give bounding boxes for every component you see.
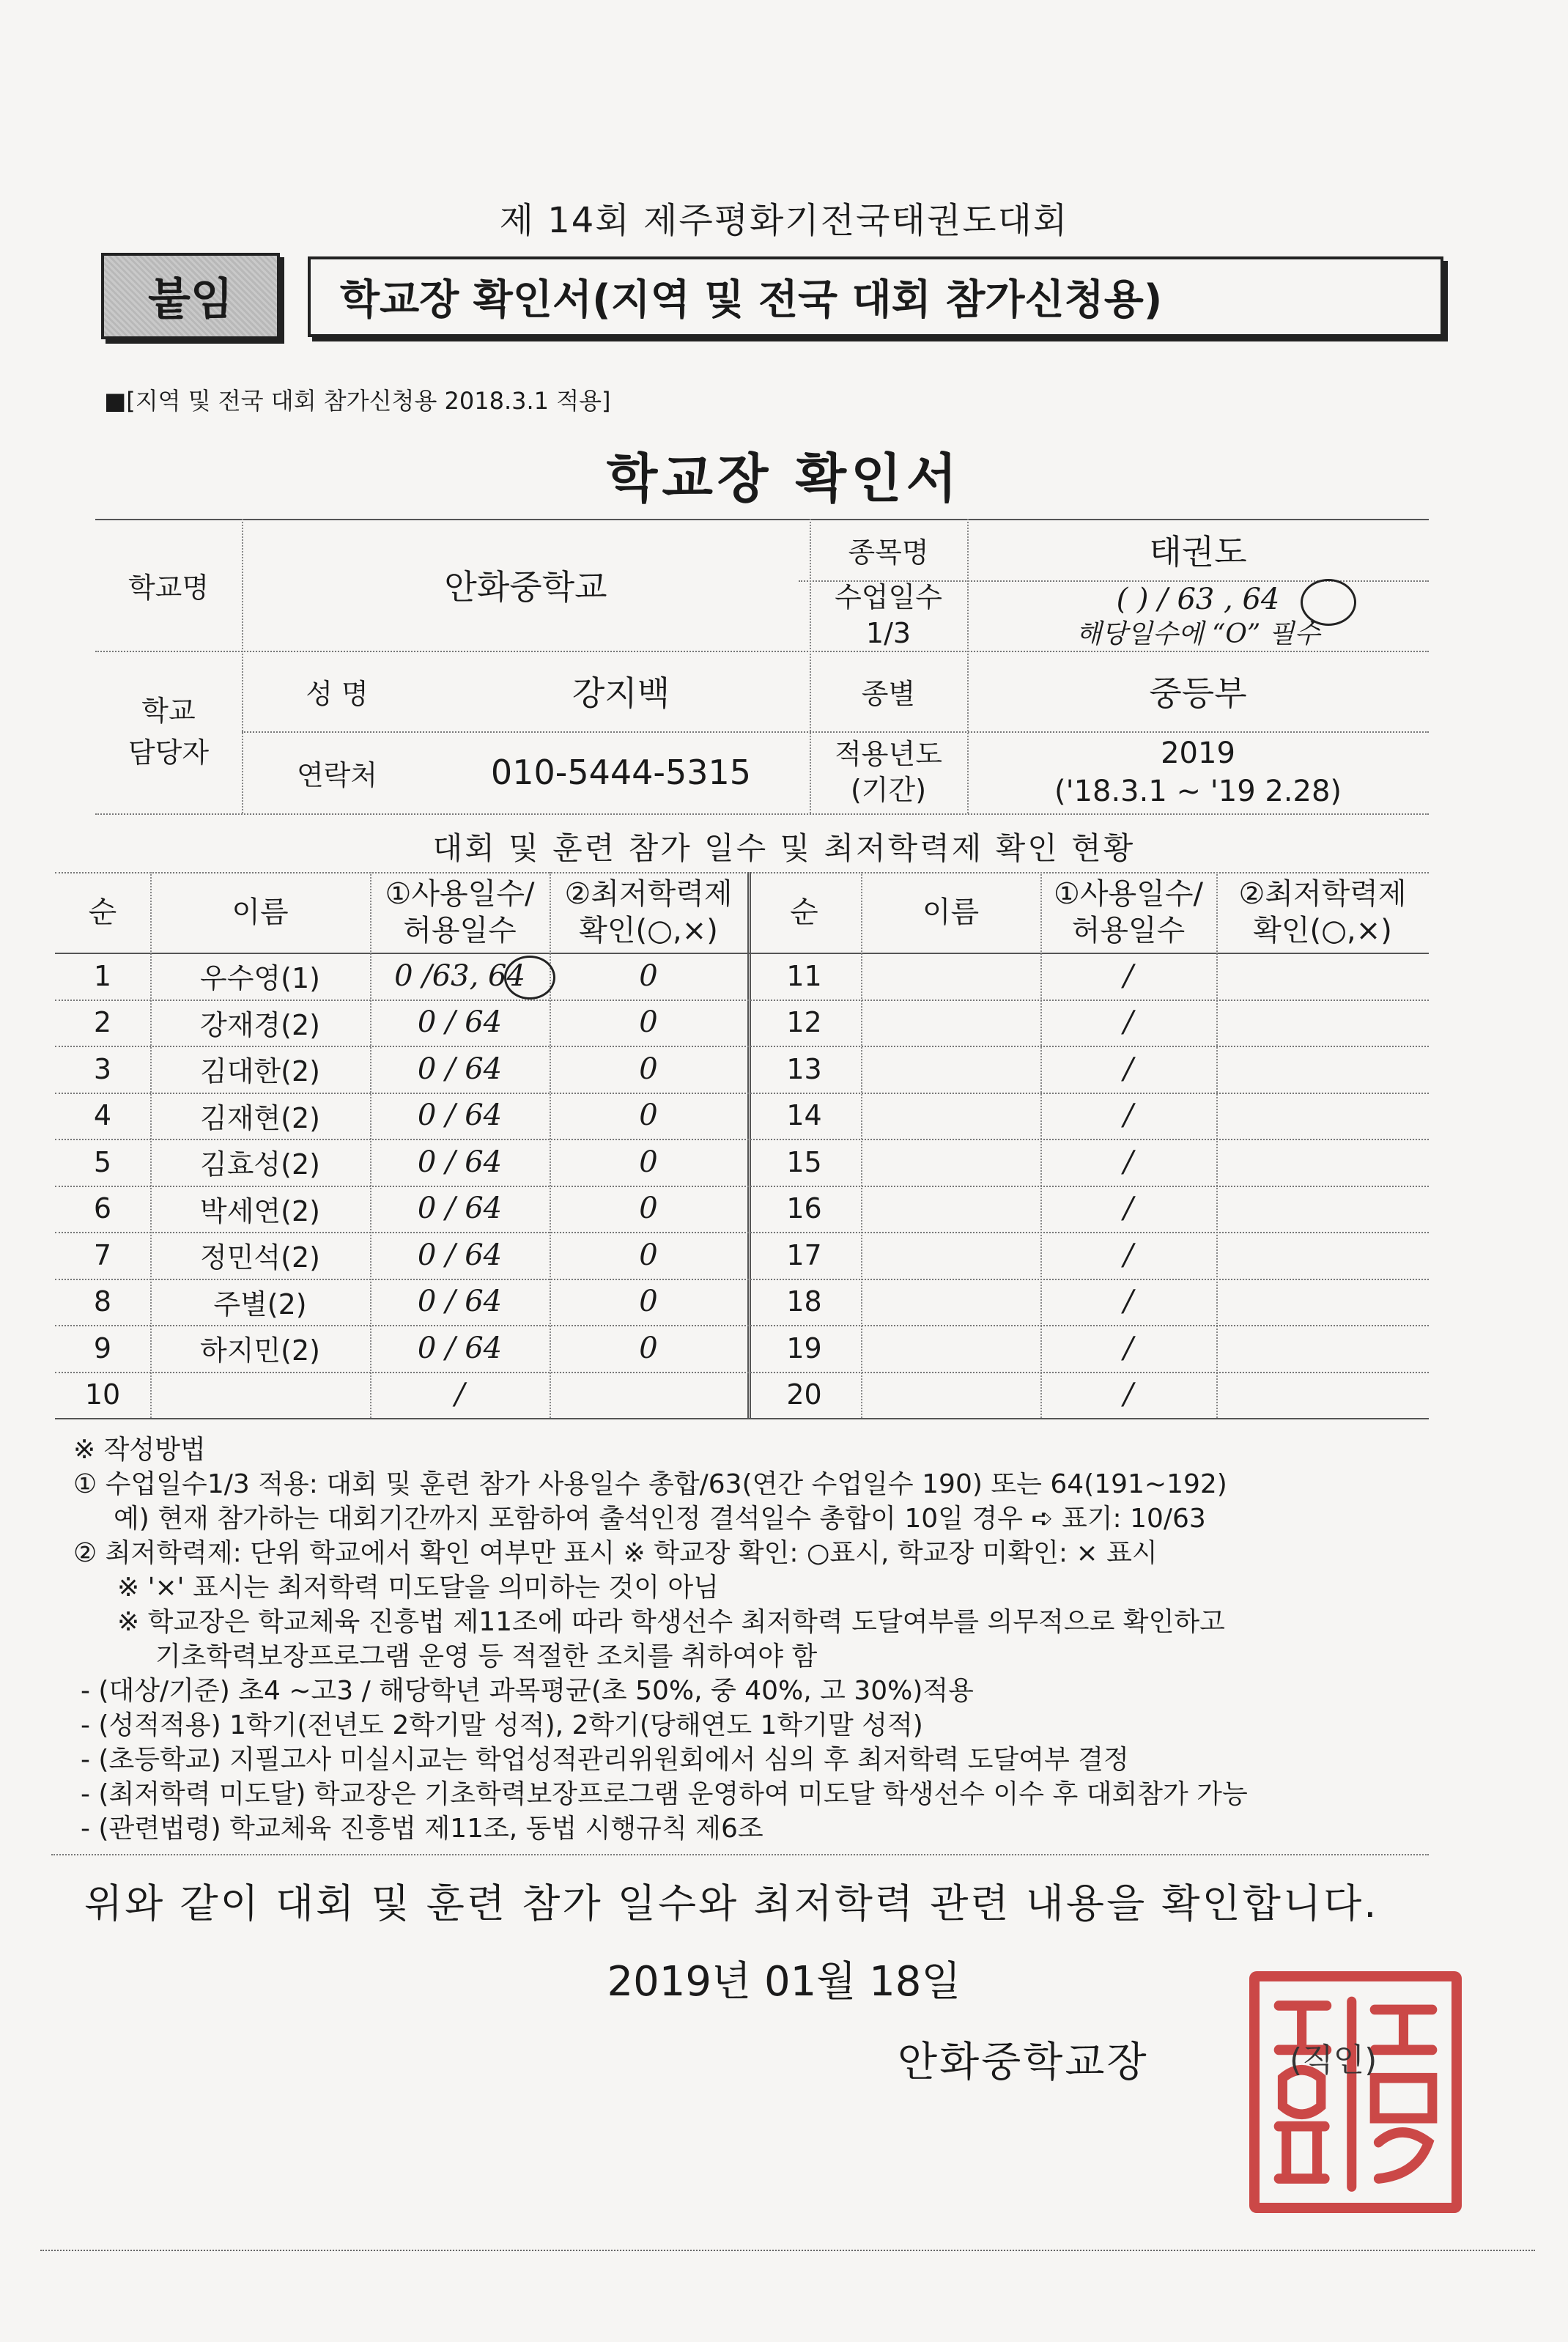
- col-header-no: 순: [88, 895, 117, 929]
- class-days-label: [810, 580, 967, 651]
- school-name-value: 안화중학교: [444, 567, 607, 607]
- row-number: 8: [93, 1285, 112, 1318]
- participant-name: 하지민(2): [200, 1334, 320, 1367]
- min-grade-check: [1216, 1093, 1429, 1139]
- min-grade-check: [1216, 1186, 1429, 1233]
- col-header-name: 이름: [232, 895, 289, 929]
- days-used: 0 / 64: [417, 1331, 503, 1365]
- form-title-text: 학교장 확인서(지역 및 전국 대회 참가신청용): [340, 276, 1163, 324]
- seal-label: (직인): [1290, 2042, 1377, 2079]
- participant-name: [861, 1000, 1040, 1046]
- row-number: 7: [93, 1238, 112, 1271]
- row-number: 18: [786, 1285, 822, 1318]
- note-item: - (대상/기준) 초4 ~고3 / 해당학년 과목평균(초 50%, 중 40%, 고 30%)적용: [81, 1676, 974, 1706]
- days-used: 0 / 64: [417, 1285, 503, 1319]
- note-item: ※ '×' 표시는 최저학력 미도달을 의미하는 것이 아님: [117, 1573, 719, 1603]
- participant-name: 김효성(2): [200, 1148, 320, 1181]
- days-used: /: [1123, 1192, 1134, 1226]
- document-title: 학교장 확인서: [606, 448, 962, 509]
- participant-name: [861, 1279, 1040, 1326]
- days-used: /: [1123, 1238, 1134, 1272]
- row-number: 5: [93, 1145, 112, 1178]
- days-used: 0 / 64: [417, 1145, 503, 1179]
- category-label: 종별: [861, 677, 916, 710]
- min-grade-check: [1216, 1279, 1429, 1326]
- phone-value: 010-5444-5315: [490, 753, 752, 792]
- participant-name: 우수영(1): [200, 962, 320, 995]
- days-used: /: [1123, 1285, 1134, 1319]
- participant-name: [861, 1325, 1040, 1372]
- row-number: 3: [93, 1052, 112, 1085]
- note-item: - (성적적용) 1학기(전년도 2학기말 성적), 2학기(당해연도 1학기말 성적): [81, 1710, 923, 1740]
- participant-name: [861, 1139, 1040, 1186]
- min-grade-check: 0: [639, 1192, 658, 1226]
- days-used: /: [1123, 958, 1134, 993]
- row-number: 19: [786, 1331, 822, 1364]
- participants-section-title: 대회 및 훈련 참가 일수 및 최저학력제 확인 현황: [432, 830, 1136, 866]
- row-number: 16: [786, 1192, 822, 1225]
- note-item: ① 수업일수1/3 적용: 대회 및 훈련 참가 사용일수 총합/63(연간 수업일수 190) 또는 64(191~192): [73, 1469, 1227, 1499]
- days-used: /: [1123, 1378, 1134, 1412]
- participant-name: 김재현(2): [200, 1101, 320, 1134]
- col-header-name-2: 이름: [922, 895, 980, 929]
- row-number: 10: [84, 1378, 121, 1411]
- min-grade-check: 0: [639, 1005, 658, 1040]
- min-grade-check: 0: [639, 1098, 658, 1133]
- min-grade-check: 0: [639, 1285, 658, 1319]
- note-item: 기초학력보장프로그램 운영 등 적절한 조치를 취하여야 함: [155, 1641, 818, 1671]
- year-value-text: 2019: [1161, 736, 1235, 770]
- form-title: [308, 256, 1443, 337]
- days-used: /: [1123, 1005, 1134, 1040]
- note-item: ※ 학교장은 학교체육 진흥법 제11조에 따라 학생선수 최저학력 도달여부를 의무적으로 확인하고: [117, 1607, 1225, 1637]
- row-number: 11: [786, 959, 822, 992]
- class-days-note: 해당일수에 “O” 필수: [1076, 618, 1320, 649]
- min-grade-check: 0: [639, 1052, 658, 1086]
- participant-name: [861, 953, 1040, 1000]
- col-header-days: ①사용일수/ 허용일수: [385, 877, 535, 947]
- participant-name: [861, 1046, 1040, 1093]
- min-grade-check: 0: [639, 958, 658, 993]
- min-grade-check: [1216, 1000, 1429, 1046]
- row-number: 13: [786, 1052, 822, 1085]
- row-number: 4: [93, 1099, 112, 1132]
- participant-name: 주별(2): [213, 1288, 307, 1320]
- row-number: 6: [93, 1192, 112, 1225]
- apply-note: ■[지역 및 전국 대회 참가신청용 2018.3.1 적용]: [104, 387, 611, 415]
- sport-value: 태권도: [1149, 532, 1247, 572]
- participant-name: [861, 1186, 1040, 1233]
- days-used: /: [1123, 1098, 1134, 1133]
- note-item: - (최저학력 미도달) 학교장은 기초학력보장프로그램 운영하여 미도달 학생선수 이수 후 대회참가 가능: [81, 1779, 1248, 1809]
- class-days-label-text: 수업일수: [835, 580, 942, 613]
- category-value: 중등부: [1149, 673, 1247, 713]
- days-used: 0 /63, 64: [394, 958, 525, 993]
- col-header-check-2: ②최저학력제 확인(○,×): [1238, 877, 1407, 947]
- days-used: /: [1123, 1052, 1134, 1086]
- participant-name: 강재경(2): [200, 1008, 320, 1041]
- days-used: 0 / 64: [417, 1238, 503, 1272]
- selected-64-circle: [1301, 579, 1356, 626]
- bottom-divider: [40, 2250, 1535, 2251]
- year-label: 적용년도 (기간): [835, 737, 942, 806]
- col-header-no-2: 순: [790, 895, 818, 929]
- min-grade-check: [1216, 1046, 1429, 1093]
- selected-64-circle-row1: [504, 956, 555, 1000]
- participant-name: 박세연(2): [200, 1194, 320, 1227]
- min-grade-check: [1216, 1139, 1429, 1186]
- note-item: - (초등학교) 지필고사 미실시교는 학업성적관리위원회에서 심의 후 최저학력 도달여부 결정: [81, 1745, 1129, 1775]
- row-number: 2: [93, 1006, 112, 1039]
- year-value: [967, 731, 1429, 813]
- participant-name: [861, 1093, 1040, 1139]
- note-item: ② 최저학력제: 단위 학교에서 확인 여부만 표시 ※ 학교장 확인: ○표시, 학교장 미확인: × 표시: [73, 1538, 1158, 1568]
- principal-name: 안화중학교장: [898, 2039, 1149, 2086]
- phone-label: 연락처: [296, 758, 378, 791]
- days-used: 0 / 64: [417, 1052, 503, 1086]
- participant-name: [861, 1372, 1040, 1419]
- row-number: 12: [786, 1006, 822, 1039]
- row-number: 15: [786, 1145, 822, 1178]
- row-number: 20: [786, 1378, 822, 1411]
- attachment-label-text: 붙임: [148, 274, 233, 325]
- min-grade-check: [1216, 1372, 1429, 1419]
- row-number: 14: [786, 1099, 822, 1132]
- period-value: ('18.3.1 ~ '19 2.28): [1054, 775, 1342, 808]
- days-used: 0 / 64: [417, 1098, 503, 1133]
- col-header-days-2: ①사용일수/ 허용일수: [1054, 877, 1203, 947]
- school-seal-stamp: [1249, 1971, 1462, 2213]
- event-title: 제 14회 제주평화기전국태권도대회: [499, 200, 1069, 241]
- note-heading: ※ 작성방법: [73, 1435, 206, 1465]
- days-used: /: [1123, 1145, 1134, 1179]
- name-label: 성 명: [306, 677, 369, 710]
- days-used: 0 / 64: [417, 1005, 503, 1040]
- col-header-check: ②최저학력제 확인(○,×): [564, 877, 733, 947]
- confirmation-date: 2019년 01월 18일: [607, 1958, 961, 2006]
- min-grade-check: [1216, 953, 1429, 1000]
- participant-name: 김대한(2): [200, 1055, 320, 1088]
- participant-name: [861, 1232, 1040, 1279]
- days-used: 0 / 64: [417, 1192, 503, 1226]
- contact-person-label: 학교 담당자: [127, 695, 210, 769]
- confirmation-statement: 위와 같이 대회 및 훈련 참가 일수와 최저학력 관련 내용을 확인합니다.: [84, 1880, 1379, 1927]
- class-days-value-text: ( ) / 63 , 64: [1116, 582, 1280, 616]
- min-grade-check: [550, 1372, 747, 1419]
- min-grade-check: 0: [639, 1238, 658, 1272]
- days-used: /: [1123, 1331, 1134, 1365]
- row-number: 1: [93, 959, 112, 992]
- class-days-label-sub: 1/3: [865, 617, 911, 649]
- attachment-label: [101, 253, 280, 339]
- participant-name: [150, 1372, 370, 1419]
- sport-label: 종목명: [848, 536, 929, 569]
- row-number: 17: [786, 1238, 822, 1271]
- participant-name: 정민석(2): [200, 1241, 320, 1274]
- name-value: 강지백: [572, 673, 670, 713]
- note-item: - (관련법령) 학교체육 진흥법 제11조, 동법 시행규칙 제6조: [81, 1814, 763, 1844]
- class-days-value: [967, 580, 1429, 651]
- min-grade-check: 0: [639, 1331, 658, 1365]
- min-grade-check: [1216, 1232, 1429, 1279]
- school-name-label: 학교명: [127, 571, 210, 604]
- row-number: 9: [93, 1331, 112, 1364]
- note-item: 예) 현재 참가하는 대회기간까지 포함하여 출석인정 결석일수 총합이 10일 경우 ➪ 표기: 10/63: [114, 1504, 1206, 1534]
- min-grade-check: 0: [639, 1145, 658, 1179]
- days-used: /: [454, 1378, 465, 1412]
- min-grade-check: [1216, 1325, 1429, 1372]
